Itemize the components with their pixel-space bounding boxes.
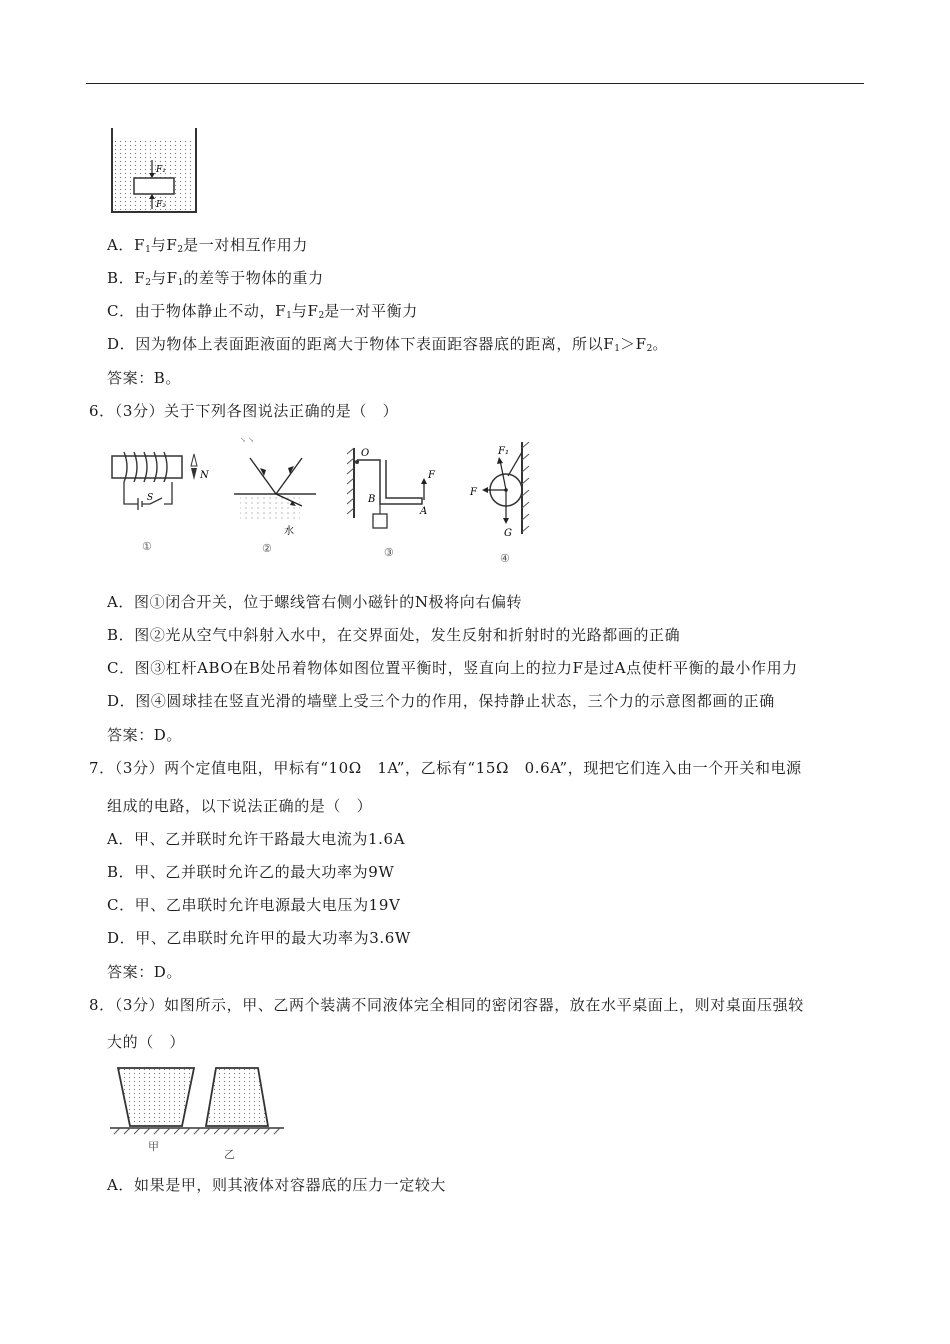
q5-option-c: C．由于物体静止不动，$F_1$与$F_2$是一对平衡力 bbox=[107, 302, 418, 321]
q7-option-c: C．甲、乙串联时允许电源最大电压为19V bbox=[107, 896, 401, 914]
q6-caption-2: ② bbox=[262, 542, 272, 555]
q7-stem-line-1: 7．（3分）两个定值电阻，甲标有“10Ω 1A”，乙标有“15Ω 0.6A”，现把它们连入由一个开关和电源 bbox=[89, 759, 802, 777]
q6-label-b: B bbox=[368, 494, 376, 505]
q7-answer: 答案：D。 bbox=[107, 963, 183, 981]
q6-caption-4: ④ bbox=[500, 552, 510, 565]
q6-caption-1: ① bbox=[142, 540, 152, 553]
q6-option-c: C．图③杠杆ABO在B处吊着物体如图位置平衡时，竖直向上的拉力F是过A点使杆平衡的最小作用力 bbox=[107, 659, 798, 677]
q6-option-b: B．图②光从空气中斜射入水中，在交界面处，发生反射和折射时的光路都画的正确 bbox=[107, 626, 681, 644]
svg-text:↘ ↘: ↘ ↘ bbox=[240, 436, 254, 444]
q6-label-n: N bbox=[200, 470, 209, 481]
q6-label-o: O bbox=[361, 448, 370, 459]
q5-option-b: B．$F_2$与$F_1$的差等于物体的重力 bbox=[107, 269, 324, 288]
q8-label-yi: 乙 bbox=[224, 1148, 235, 1161]
q6-answer: 答案：D。 bbox=[107, 726, 183, 744]
q8-label-jia: 甲 bbox=[148, 1140, 159, 1153]
q5-figure bbox=[104, 124, 204, 220]
q6-option-d: D．图④圆球挂在竖直光滑的墙壁上受三个力的作用，保持静止状态，三个力的示意图都画的正确 bbox=[107, 692, 775, 710]
q5-option-a: A．$F_1$与$F_2$是一对相互作用力 bbox=[107, 236, 308, 255]
q5-label-f2: F₂ bbox=[156, 200, 166, 210]
q7-option-d: D．甲、乙串联时允许甲的最大功率为3.6W bbox=[107, 929, 411, 947]
q6-figure-2-light bbox=[232, 436, 318, 556]
q6-figure-1-solenoid bbox=[106, 446, 216, 556]
q6-option-a: A．图①闭合开关，位于螺线管右侧小磁针的N极将向右偏转 bbox=[107, 593, 523, 611]
q7-stem-line-2: 组成的电路，以下说法正确的是（ ） bbox=[107, 797, 373, 815]
q8-option-a: A．如果是甲，则其液体对容器底的压力一定较大 bbox=[107, 1176, 447, 1194]
q6-label-f3: F bbox=[428, 470, 435, 481]
q6-label-f4: F bbox=[470, 487, 477, 498]
q7-option-a: A．甲、乙并联时允许干路最大电流为1.6A bbox=[107, 830, 406, 848]
header-rule bbox=[86, 83, 864, 84]
q7-option-b: B．甲、乙并联时允许乙的最大功率为9W bbox=[107, 863, 395, 881]
q5-option-d: D．因为物体上表面距液面的距离大于物体下表面距容器底的距离，所以$F_1>F_2$。 bbox=[107, 335, 668, 354]
q6-label-a: A bbox=[420, 506, 428, 517]
q6-caption-3: ③ bbox=[384, 546, 394, 558]
q6-stem: 6．（3分）关于下列各图说法正确的是（ ） bbox=[89, 402, 399, 420]
q6-figure-4-ball bbox=[466, 438, 546, 566]
q6-figure-3-lever bbox=[344, 444, 440, 558]
q6-label-water: 水 bbox=[284, 526, 294, 537]
q8-stem-line-2: 大的（ ） bbox=[107, 1033, 186, 1051]
q6-label-s: S bbox=[147, 493, 154, 503]
q5-label-f1: F₁ bbox=[156, 165, 166, 175]
q8-figure bbox=[108, 1064, 288, 1166]
q8-stem-line-1: 8．（3分）如图所示，甲、乙两个装满不同液体完全相同的密闭容器，放在水平桌面上，则对桌面压强较 bbox=[89, 996, 804, 1014]
q6-label-fn: F₁ bbox=[498, 446, 509, 457]
q6-label-g: G bbox=[504, 528, 512, 539]
q5-answer: 答案：B。 bbox=[107, 369, 182, 387]
